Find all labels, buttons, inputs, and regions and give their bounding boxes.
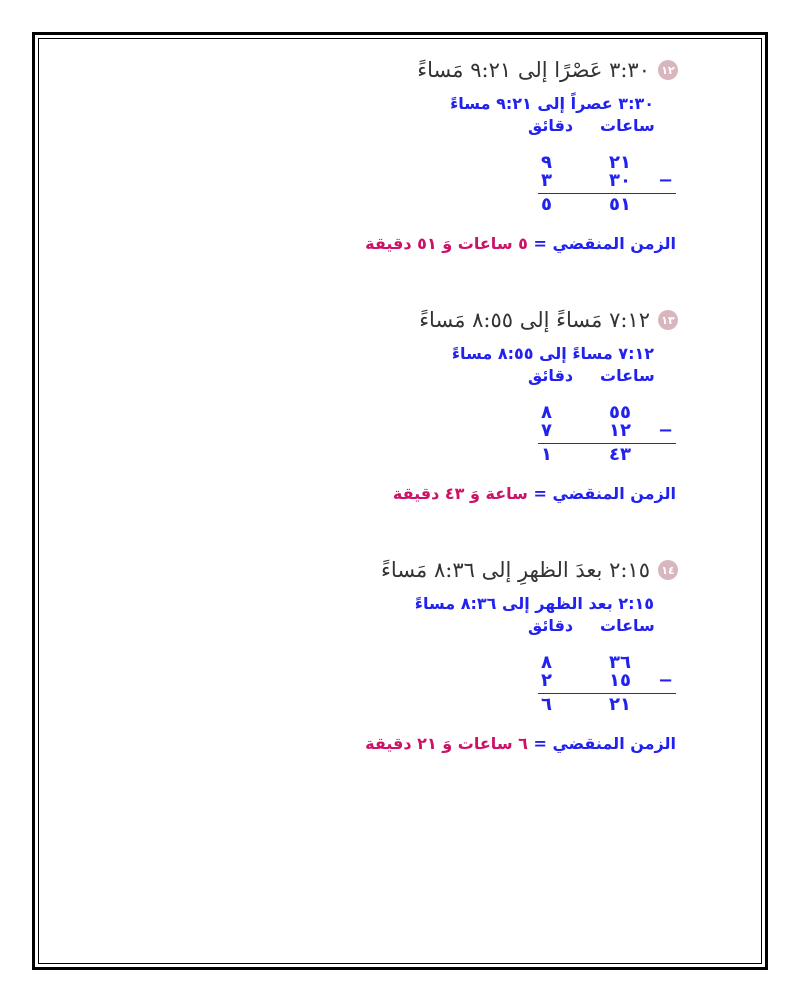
header-minutes: دقائق bbox=[528, 366, 574, 385]
minus-sign: − bbox=[658, 170, 674, 191]
problem-number-badge: ١٤ bbox=[658, 560, 678, 580]
result-value: ٥ ساعات وَ ٥١ دقيقة bbox=[365, 234, 528, 253]
minus-sign: − bbox=[658, 420, 674, 441]
subtraction-rule bbox=[538, 693, 676, 694]
bottom-minutes: ٣٠ bbox=[609, 170, 631, 191]
equals-sign: = bbox=[533, 234, 547, 253]
diff-minutes: ٢١ bbox=[609, 694, 631, 715]
top-minutes: ٥٥ bbox=[609, 402, 631, 423]
header-hours: ساعات bbox=[600, 366, 655, 385]
diff-hours: ١ bbox=[541, 444, 552, 465]
result-label: الزمن المنقضي bbox=[552, 484, 676, 503]
top-hours: ٨ bbox=[541, 652, 552, 673]
answer-restated: ٧:١٢ مساءً إلى ٨:٥٥ مساءً bbox=[451, 344, 654, 363]
top-hours: ٨ bbox=[541, 402, 552, 423]
equals-sign: = bbox=[533, 484, 547, 503]
equals-sign: = bbox=[533, 734, 547, 753]
subtraction-rule bbox=[538, 443, 676, 444]
subtraction-block bbox=[528, 652, 678, 715]
bottom-minutes: ١٥ bbox=[609, 670, 631, 691]
top-minutes: ٢١ bbox=[609, 152, 631, 173]
diff-minutes: ٤٣ bbox=[609, 444, 631, 465]
result-line bbox=[393, 484, 676, 503]
problem-14 bbox=[0, 558, 800, 788]
result-line bbox=[365, 234, 676, 253]
bottom-hours: ٢ bbox=[541, 670, 552, 691]
question-text: ٢:١٥ بعدَ الظهرِ إلى ٨:٣٦ مَساءً bbox=[381, 558, 650, 582]
question-text: ٧:١٢ مَساءً إلى ٨:٥٥ مَساءً bbox=[419, 308, 650, 332]
result-label: الزمن المنقضي bbox=[552, 734, 676, 753]
subtraction-rule bbox=[538, 193, 676, 194]
answer-restated: ٣:٣٠ عصراً إلى ٩:٢١ مساءً bbox=[450, 94, 654, 113]
subtraction-block bbox=[528, 152, 678, 215]
problem-number-badge: ١٢ bbox=[658, 60, 678, 80]
question-text: ٣:٣٠ عَصْرًا إلى ٩:٢١ مَساءً bbox=[417, 58, 650, 82]
bottom-hours: ٧ bbox=[541, 420, 552, 441]
diff-hours: ٥ bbox=[541, 194, 552, 215]
problem-12 bbox=[0, 58, 800, 288]
answer-restated: ٢:١٥ بعد الظهر إلى ٨:٣٦ مساءً bbox=[414, 594, 654, 613]
minus-sign: − bbox=[658, 670, 674, 691]
problem-13 bbox=[0, 308, 800, 538]
diff-minutes: ٥١ bbox=[609, 194, 631, 215]
header-hours: ساعات bbox=[600, 616, 655, 635]
subtraction-block bbox=[528, 402, 678, 465]
question-line bbox=[381, 558, 678, 582]
header-minutes: دقائق bbox=[528, 616, 574, 635]
header-hours: ساعات bbox=[600, 116, 655, 135]
top-minutes: ٣٦ bbox=[609, 652, 631, 673]
result-line bbox=[365, 734, 676, 753]
top-hours: ٩ bbox=[541, 152, 552, 173]
header-minutes: دقائق bbox=[528, 116, 574, 135]
bottom-hours: ٣ bbox=[541, 170, 552, 191]
result-value: ٦ ساعات وَ ٢١ دقيقة bbox=[365, 734, 528, 753]
problem-number-badge: ١٣ bbox=[658, 310, 678, 330]
bottom-minutes: ١٢ bbox=[609, 420, 631, 441]
result-value: ساعة وَ ٤٣ دقيقة bbox=[392, 484, 528, 503]
question-line bbox=[417, 58, 678, 82]
question-line bbox=[419, 308, 678, 332]
diff-hours: ٦ bbox=[541, 694, 552, 715]
result-label: الزمن المنقضي bbox=[552, 234, 676, 253]
